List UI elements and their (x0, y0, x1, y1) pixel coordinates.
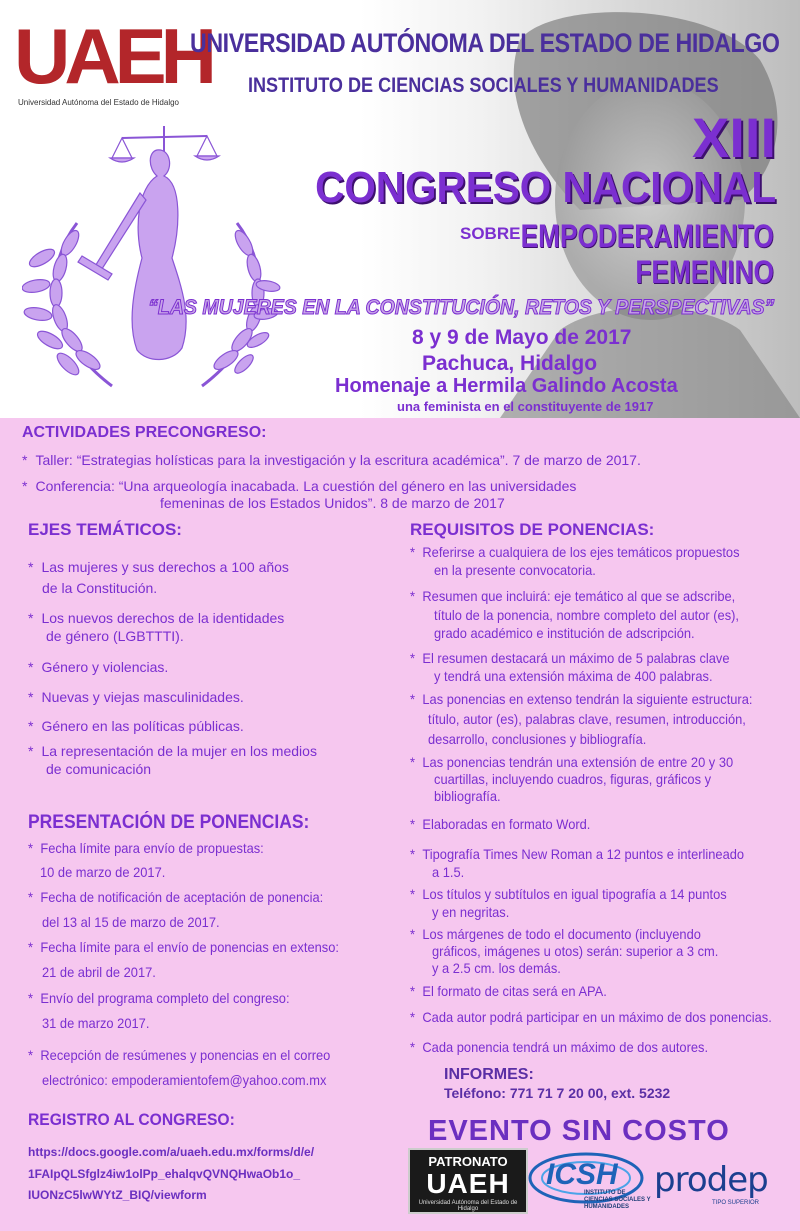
requisito-item: * Las ponencias tendrán una extensión de entre 20 y 30 (410, 754, 734, 770)
presentacion-item-cont: 31 de marzo 2017. (42, 1015, 150, 1031)
requisito-item-cont: en la presente convocatoria. (434, 562, 596, 578)
presentacion-item: * Envío del programa completo del congreso: (28, 990, 290, 1006)
icsh-text: ICSH (546, 1158, 618, 1191)
presentacion-item-text: Fecha de notificación de aceptación de ponencia: (40, 889, 324, 905)
informes-title: INFORMES: (444, 1066, 534, 1083)
eje-item-cont: de la Constitución. (42, 580, 158, 596)
eje-item: * La representación de la mujer en los medios (28, 743, 317, 759)
registro-url-line2[interactable]: 1FAIpQLSfglz4iw1olPp_ehalqvQVNQHwaOb1o_ (28, 1167, 301, 1181)
tribute-subtitle: una feminista en el constituyente de 1917 (397, 399, 654, 414)
registro-url-line3[interactable]: IUONzC5lwWYtZ_BIQ/viewform (28, 1188, 207, 1202)
requisito-item-text: Tipografía Times New Roman a 12 puntos e interlineado (422, 846, 745, 862)
precongreso-item-text: Conferencia: “Una arqueología inacabada. La cuestión del género en las universidades (35, 478, 577, 494)
eje-item: * Género en las políticas públicas. (28, 718, 244, 734)
requisito-item: * Cada ponencia tendrá un máximo de dos autores. (410, 1039, 709, 1055)
tribute-title: Homenaje a Hermila Galindo Acosta (335, 375, 678, 397)
ejes-title: EJES TEMÁTICOS: (28, 520, 182, 539)
precongreso-title: ACTIVIDADES PRECONGRESO: (22, 424, 267, 441)
requisito-item-text: Resumen que incluirá: eje temático al que se adscribe, (422, 588, 736, 604)
precongreso-item-text: Taller: “Estrategias holísticas para la investigación y la escritura académica”. 7 de marzo de 2017. (35, 452, 641, 468)
requisito-item-cont: y en negritas. (432, 904, 510, 920)
requisito-item-text: El formato de citas será en APA. (422, 983, 607, 999)
requisito-item-cont: grado académico e institución de adscripción. (434, 625, 695, 641)
requisito-item-cont: título, autor (es), palabras clave, resumen, introducción, (428, 711, 746, 727)
requisito-item-cont: cuartillas, incluyendo cuadros, figuras, gráficos y (434, 771, 712, 787)
requisito-item-cont: y a 2.5 cm. los demás. (432, 960, 561, 976)
uaeh-logo (14, 12, 212, 107)
patronato-subtitle: Universidad Autónoma del Estado de Hidalgo (418, 1200, 518, 1212)
precongreso-item-cont: femeninas de los Estados Unidos”. 8 de marzo de 2017 (160, 495, 505, 511)
eje-item: * Las mujeres y sus derechos a 100 años (28, 559, 289, 575)
eje-item: * Los nuevos derechos de la identidades (28, 610, 285, 626)
patronato-uaeh-logo (408, 1148, 528, 1214)
requisito-item: * Los márgenes de todo el documento (incluyendo (410, 926, 701, 942)
eje-item-text: Nuevas y viejas masculinidades. (41, 689, 244, 705)
requisito-item-text: Las ponencias en extenso tendrán la siguiente estructura: (422, 691, 753, 707)
sobre-label: SOBRE (460, 224, 521, 243)
informes-phone: Teléfono: 771 71 7 20 00, ext. 5232 (444, 1085, 671, 1101)
requisito-item: * Referirse a cualquiera de los ejes temáticos propuestos (410, 544, 740, 560)
requisitos-title: REQUISITOS DE PONENCIAS: (410, 520, 655, 539)
requisito-item-cont: y tendrá una extensión máxima de 400 palabras. (434, 668, 713, 684)
presentacion-item-cont: 10 de marzo de 2017. (40, 864, 166, 880)
patronato-label: PATRONATO (428, 1154, 508, 1169)
presentacion-item-cont: 21 de abril de 2017. (42, 964, 156, 980)
requisito-item-cont: gráficos, imágenes u otos) serán: superior a 3 cm. (432, 943, 719, 959)
requisito-item: * Resumen que incluirá: eje temático al que se adscribe, (410, 588, 736, 604)
congress-title: CONGRESO NACIONAL (314, 163, 776, 212)
requisito-item: * Las ponencias en extenso tendrán la siguiente estructura: (410, 691, 753, 707)
presentacion-item-cont: del 13 al 15 de marzo de 2017. (42, 914, 220, 930)
requisito-item-text: Los márgenes de todo el documento (incluyendo (422, 926, 701, 942)
requisito-item-text: Elaboradas en formato Word. (422, 816, 591, 832)
requisito-item: * Los títulos y subtítulos en igual tipografía a 14 puntos (410, 886, 727, 902)
patronato-main: UAEH (426, 1168, 510, 1199)
icsh-logo (528, 1148, 650, 1210)
event-date: 8 y 9 de Mayo de 2017 (412, 326, 632, 349)
icsh-subtitle: INSTITUTO DE CIENCIAS SOCIALES Y HUMANIDADES (584, 1190, 651, 1210)
requisito-item-text: El resumen destacará un máximo de 5 palabras clave (422, 650, 730, 666)
registro-url-line1[interactable]: https://docs.google.com/a/uaeh.edu.mx/forms/d/e/ (28, 1145, 315, 1159)
eje-item-text: Género en las políticas públicas. (41, 718, 244, 734)
presentacion-item-text: Fecha límite para el envío de ponencias en extenso: (40, 939, 339, 955)
presentacion-item-text: Fecha límite para envío de propuestas: (40, 840, 264, 856)
uaeh-logo-subtitle: Universidad Autónoma del Estado de Hidalgo (18, 98, 179, 107)
requisito-item-text: Cada ponencia tendrá un máximo de dos autores. (422, 1039, 709, 1055)
presentacion-item: * Fecha límite para envío de propuestas: (28, 840, 264, 856)
presentacion-item: * Fecha de notificación de aceptación de ponencia: (28, 889, 324, 905)
precongreso-item: * Taller: “Estrategias holísticas para la investigación y la escritura académica”. 7 de marzo de 2017. (22, 452, 641, 468)
uaeh-logo-letters: UAEH (14, 12, 212, 100)
requisito-item-text: Las ponencias tendrán una extensión de entre 20 y 30 (422, 754, 734, 770)
requisito-item: * El formato de citas será en APA. (410, 983, 607, 999)
presentacion-email[interactable]: electrónico: empoderamientofem@yahoo.com.mx (42, 1072, 327, 1088)
eje-item-cont: de comunicación (46, 761, 152, 777)
institute-title: INSTITUTO DE CIENCIAS SOCIALES Y HUMANIDADES (248, 74, 719, 97)
presentacion-item-text: Recepción de resúmenes y ponencias en el correo (40, 1047, 331, 1063)
requisito-item: * El resumen destacará un máximo de 5 palabras clave (410, 650, 730, 666)
registro-title: REGISTRO AL CONGRESO: (28, 1110, 235, 1129)
edition-number: XIII (691, 106, 776, 169)
prodep-logo (654, 1152, 784, 1210)
requisito-item-cont: bibliografía. (434, 788, 501, 804)
eje-item-text: Género y violencias. (41, 659, 169, 675)
requisito-item-cont: desarrollo, conclusiones y bibliografía. (428, 731, 647, 747)
presentacion-item: * Recepción de resúmenes y ponencias en el correo (28, 1047, 331, 1063)
requisito-item-cont: a 1.5. (432, 864, 465, 880)
eje-item-text: Las mujeres y sus derechos a 100 años (41, 559, 289, 575)
university-title: UNIVERSIDAD AUTÓNOMA DEL ESTADO DE HIDALGO (190, 28, 780, 58)
presentacion-item: * Fecha límite para el envío de ponencias en extenso: (28, 939, 339, 955)
requisito-item-text: Los títulos y subtítulos en igual tipografía a 14 puntos (422, 886, 727, 902)
evento-sin-costo: EVENTO SIN COSTO (428, 1115, 730, 1147)
presentacion-item-text: Envío del programa completo del congreso: (40, 990, 290, 1006)
requisito-item: * Elaboradas en formato Word. (410, 816, 591, 832)
precongreso-item: * Conferencia: “Una arqueología inacabada. La cuestión del género en las universidades (22, 478, 577, 494)
requisito-item-text: Referirse a cualquiera de los ejes temáticos propuestos (422, 544, 740, 560)
event-place: Pachuca, Hidalgo (422, 352, 598, 375)
eje-item: * Nuevas y viejas masculinidades. (28, 689, 244, 705)
eje-item-cont: de género (LGBTTTI). (46, 628, 184, 644)
eje-item-text: Los nuevos derechos de la identidades (41, 610, 285, 626)
topic-line2: FEMENINO (635, 254, 774, 290)
eje-item: * Género y violencias. (28, 659, 169, 675)
prodep-text: prodep (654, 1160, 768, 1200)
presentacion-title: PRESENTACIÓN DE PONENCIAS: (28, 812, 310, 833)
requisito-item: * Tipografía Times New Roman a 12 puntos e interlineado (410, 846, 745, 862)
requisito-item-text: Cada autor podrá participar en un máximo de dos ponencias. (422, 1009, 772, 1025)
justice-emblem-icon (22, 118, 282, 398)
eje-item-text: La representación de la mujer en los medios (41, 743, 317, 759)
topic-line1: EMPODERAMIENTO (520, 218, 774, 254)
prodep-subtitle: TIPO SUPERIOR (712, 1200, 760, 1206)
requisito-item-cont: título de la ponencia, nombre completo del autor (es), (434, 607, 740, 623)
requisito-item: * Cada autor podrá participar en un máximo de dos ponencias. (410, 1009, 772, 1025)
congress-motto: “LAS MUJERES EN LA CONSTITUCIÓN, RETOS Y PERSPECTIVAS” (147, 296, 774, 319)
